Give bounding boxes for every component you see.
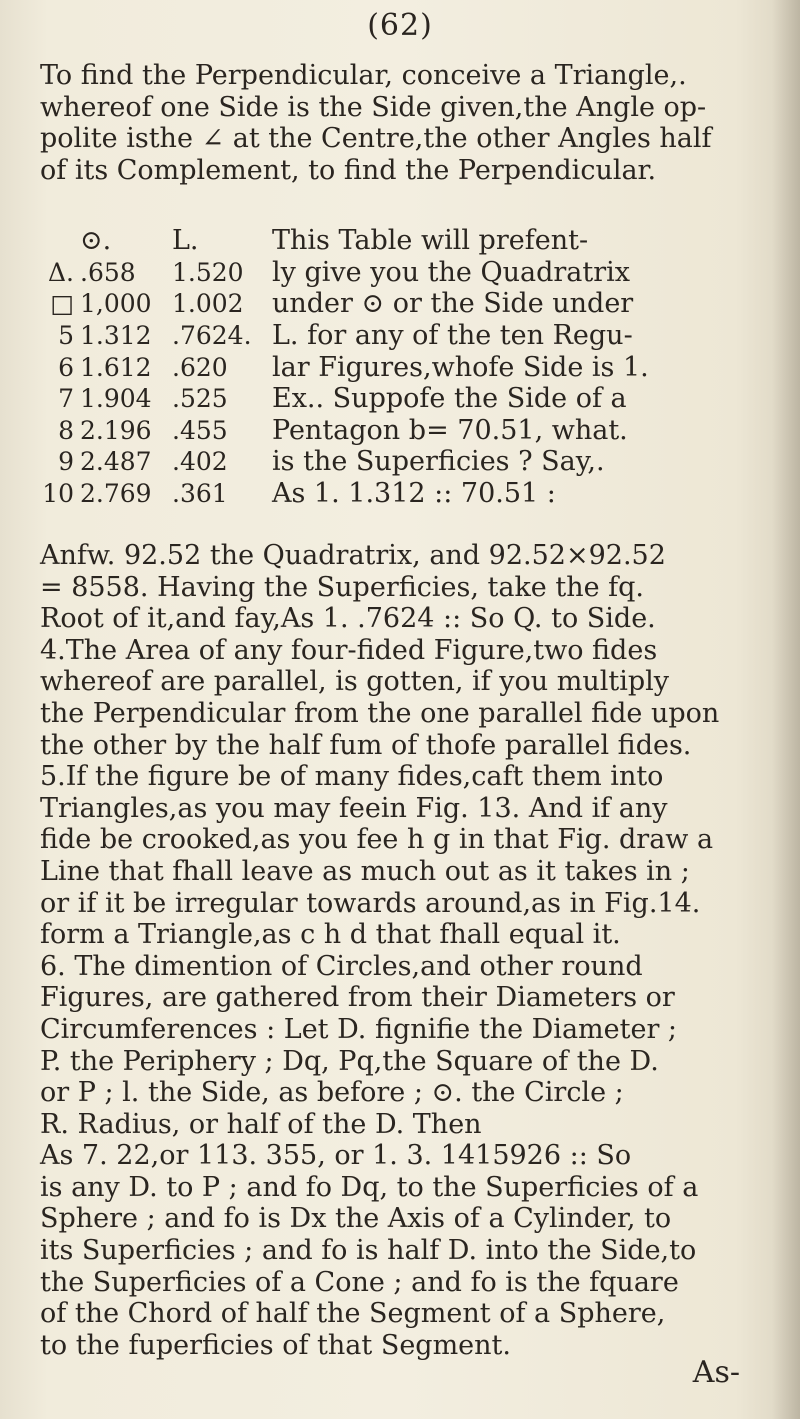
text-line: = 8558. Having the Superficies, take the fq. [40,571,645,603]
table-row-figure: 10 [42,479,74,509]
text-line: of its Complement, to find the Perpendicular. [40,154,657,186]
text-line: P. the Periphery ; Dq, Pq,the Square of the D. [40,1045,659,1077]
text-line: Circumferences : Let D. fignifie the Diameter ; [40,1013,678,1045]
table-row [40,320,780,352]
table-row-text: under ⊙ or the Side under [272,288,634,320]
table-row-text: L. for any of the ten Regu- [272,320,633,352]
table-row [40,257,780,289]
table-row-text: As 1. 1.312 :: 70.51 : [272,478,556,510]
table-row-figure: 9 [58,447,74,477]
table-row-quadratrix: 1.904 [80,384,152,414]
table-row [40,351,780,383]
table-row-figure: 5 [58,321,74,351]
table-row-side: .620 [172,352,228,382]
text-line: Triangles,as you may feein Fig. 13. And if any [40,792,668,824]
intro-paragraph [40,60,780,186]
text-line: 6. The dimention of Circles,and other round [40,950,643,982]
table-row-side: .7624. [172,321,252,351]
text-line: R. Radius, or half of the D. Then [40,1108,482,1140]
table-row-quadratrix: 2.196 [80,415,152,445]
text-line: polite isthe ∠ at the Centre,the other Angles half [40,123,712,155]
table-row [40,478,780,510]
text-line: of the Chord of half the Segment of a Sphere, [40,1298,666,1330]
table-row-text: lar Figures,whofe Side is 1. [272,351,649,383]
quadratrix-table [40,225,780,509]
catchword: As- [692,1355,740,1390]
text-line: 5.If the figure be of many fides,caft them into [40,761,664,793]
text-line: the other by the half fum of thofe parallel fides. [40,729,692,761]
text-line: or if it be irregular towards around,as in Fig.14. [40,887,701,919]
text-line: is any D. to P ; and fo Dq, to the Superficies of a [40,1171,699,1203]
text-line: the Perpendicular from the one parallel fide upon [40,697,720,729]
table-row-quadratrix: 1,000 [80,289,152,319]
text-line: fide be crooked,as you fee h g in that Fig. draw a [40,824,714,856]
table-row-text: ly give you the Quadratrix [272,256,631,288]
text-line: form a Triangle,as c h d that fhall equal it. [40,919,621,951]
table-row-side: .402 [172,447,228,477]
table-header-row [40,225,780,257]
table-row-text: Pentagon b= 70.51, what. [272,414,628,446]
text-line: to the fuperficies of that Segment. [40,1329,511,1361]
table-row-figure: 7 [58,384,74,414]
table-row [40,288,780,320]
text-line: To find the Perpendicular, conceive a Triangle,. [40,60,687,91]
table-header-side: L. [172,225,199,257]
table-row-text: Ex.. Suppofe the Side of a [272,383,627,415]
table-header-text: This Table will prefent- [272,225,589,257]
table-row-quadratrix: 1.612 [80,352,152,382]
table-row-side: 1.520 [172,257,244,287]
table-row-quadratrix: 2.487 [80,447,152,477]
text-line: the Superficies of a Cone ; and fo is the fquare [40,1266,679,1298]
table-row [40,415,780,447]
table-row-side: .455 [172,415,228,445]
table-row-figure: Δ. [47,257,74,287]
text-line: Anfw. 92.52 the Quadratrix, and 92.52×92.52 [40,540,666,571]
table-row-side: 1.002 [172,289,244,319]
text-line: 4.The Area of any four-fided Figure,two fides [40,634,658,666]
text-line: Sphere ; and fo is Dx the Axis of a Cylinder, to [40,1203,672,1235]
table-row [40,446,780,478]
table-row-text: is the Superficies ? Say,. [272,446,605,478]
table-row-side: .525 [172,384,228,414]
text-line: its Superficies ; and fo is half D. into the Side,to [40,1235,697,1267]
text-line: Line that fhall leave as much out as it takes in ; [40,855,690,887]
text-line: As 7. 22,or 113. 355, or 1. 3. 1415926 :: So [40,1140,632,1172]
text-line: Figures, are gathered from their Diameters or [40,982,675,1014]
body-text [40,540,780,1361]
table-row-figure: 6 [58,352,74,382]
table-header-circle: ⊙. [80,225,112,257]
table-row [40,383,780,415]
text-line: Root of it,and fay,As 1. .7624 :: So Q. to Side. [40,603,656,635]
text-line: or P ; l. the Side, as before ; ⊙. the Circle ; [40,1077,624,1109]
page-number: (62) [367,8,433,43]
table-row-quadratrix: 2.769 [80,479,152,509]
text-line: whereof one Side is the Side given,the Angle op- [40,91,707,123]
table-row-side: .361 [172,479,228,509]
text-line: whereof are parallel, is gotten, if you multiply [40,666,670,698]
table-row-figure: 8 [58,415,74,445]
table-row-quadratrix: 1.312 [80,321,152,351]
table-row-quadratrix: .658 [80,257,136,287]
table-row-figure: □ [50,289,74,319]
